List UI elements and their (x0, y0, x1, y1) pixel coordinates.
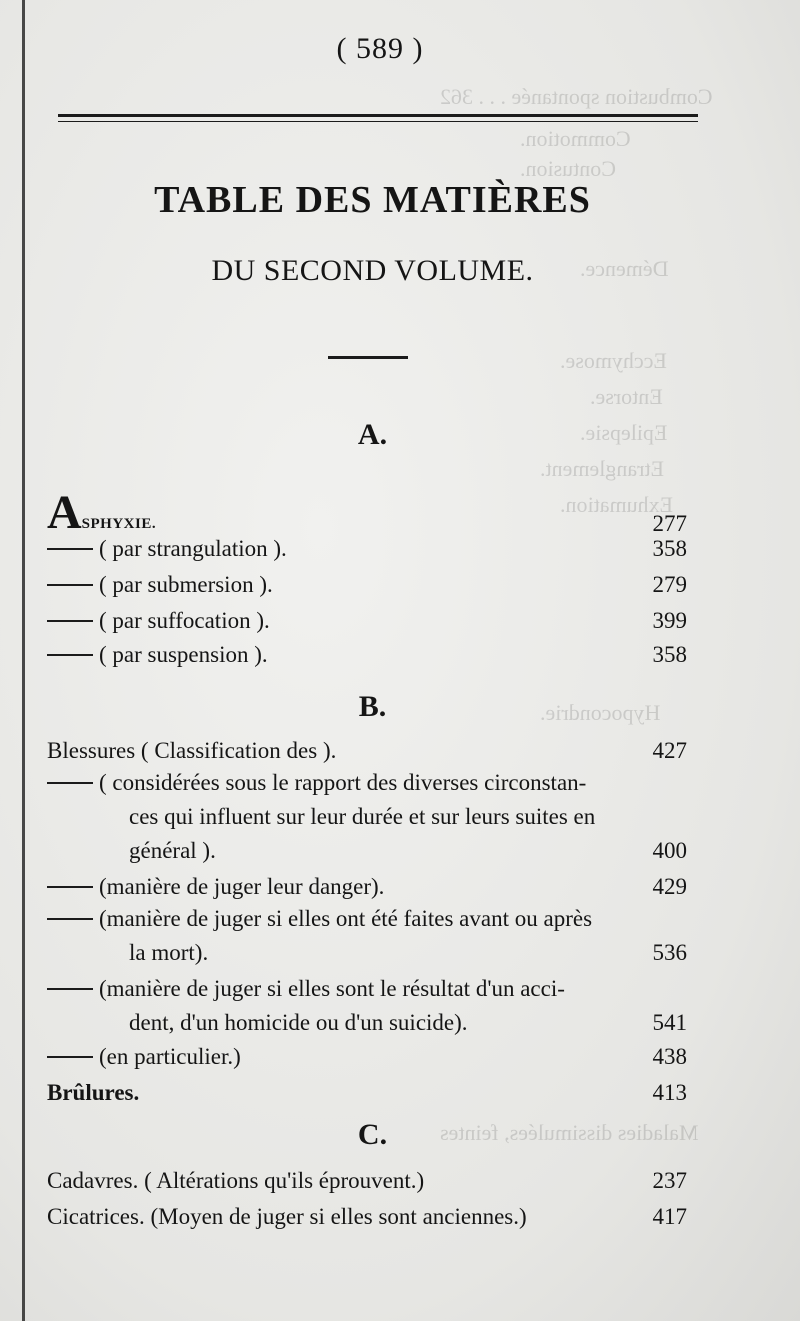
show-through-text: Ecchymose. (560, 348, 667, 373)
entry-text-line2: ces qui influent sur leur durée et sur leurs suites en (129, 804, 596, 829)
title-divider (328, 356, 408, 359)
section-letter-a: A. (357, 418, 388, 451)
show-through-text: Etranglement. (540, 456, 665, 481)
page-number: ( 589 ) (336, 32, 424, 65)
index-entry-brulures (47, 1076, 687, 1110)
show-through-text: Démence. (580, 256, 669, 281)
entry-text-line1: ( considérées sous le rapport des diverses circonstan- (99, 770, 587, 795)
entry-page: 429 (652, 874, 687, 899)
index-entry (47, 604, 687, 638)
entry-page: 358 (652, 642, 687, 667)
entry-page: 358 (652, 536, 687, 561)
entry-text-line3: général ). (129, 838, 216, 863)
show-through-text: Contusion. (520, 156, 616, 181)
entry-page: 541 (652, 1010, 687, 1035)
entry-text: Cicatrices. (Moyen de juger si elles sont anciennes.) (47, 1204, 527, 1229)
index-entry (47, 568, 687, 602)
ditto-dash (47, 988, 93, 990)
section-letter-c: C. (357, 1118, 388, 1151)
ditto-dash (47, 886, 93, 888)
entry-page: 417 (652, 1204, 687, 1229)
show-through-text: Exhumation. (560, 492, 674, 517)
index-entry (47, 638, 687, 672)
entry-page: 277 (652, 511, 687, 536)
index-entry-cadavres (47, 1164, 687, 1198)
index-entry (47, 972, 687, 1040)
show-through-text: Epilepsie. (580, 420, 668, 445)
entry-text-line2: la mort). (129, 940, 209, 965)
index-entry (47, 532, 687, 566)
index-entry-cicatrices (47, 1200, 687, 1234)
show-through-text: Entorse. (590, 384, 663, 409)
index-entry (47, 766, 687, 868)
ditto-dash (47, 620, 93, 622)
drop-cap: A (47, 486, 82, 539)
entry-page: 237 (652, 1168, 687, 1193)
entry-page: 536 (652, 940, 687, 965)
header-rule (58, 114, 698, 117)
ditto-dash (47, 654, 93, 656)
entry-page: 279 (652, 572, 687, 597)
ditto-dash (47, 584, 93, 586)
entry-text: Blessures ( Classification des ). (47, 738, 337, 763)
entry-page: 399 (652, 608, 687, 633)
entry-text: (manière de juger leur danger). (99, 874, 385, 899)
show-through-text: Maladies dissimulées, feintes (440, 1120, 699, 1145)
entry-text: ( par suffocation ). (99, 608, 270, 633)
entry-page: 427 (652, 738, 687, 763)
index-entry (47, 902, 687, 970)
show-through-text: Combustion spontanée . . . 362 (440, 84, 713, 109)
entry-text: ( par suspension ). (99, 642, 268, 667)
entry-text: ( par submersion ). (99, 572, 273, 597)
ditto-dash (47, 548, 93, 550)
index-entry-blessures (47, 734, 687, 768)
entry-text: Cadavres. ( Altérations qu'ils éprouvent.) (47, 1168, 425, 1193)
section-letter-b: B. (358, 690, 387, 723)
entry-text-line2: dent, d'un homicide ou d'un suicide). (129, 1010, 468, 1035)
show-through-text: Commotion. (520, 126, 631, 151)
entry-page: 400 (652, 838, 687, 863)
index-entry (47, 870, 687, 904)
ditto-dash (47, 782, 93, 784)
entry-text: ( par strangulation ). (99, 536, 287, 561)
entry-page: 438 (652, 1044, 687, 1069)
entry-title: SPHYXIE. (81, 516, 157, 532)
entry-text-line1: (manière de juger si elles ont été faites avant ou après (99, 906, 593, 931)
ditto-dash (47, 1056, 93, 1058)
entry-text: (en particulier.) (99, 1044, 241, 1069)
entry-text-line1: (manière de juger si elles sont le résultat d'un acci- (99, 976, 565, 1001)
entry-text: Brûlures. (47, 1080, 140, 1105)
page-title: TABLE DES MATIÈRES (154, 179, 591, 221)
entry-page: 413 (652, 1080, 687, 1105)
show-through-text: Hypocondrie. (540, 700, 661, 725)
header-rule-thin (58, 121, 698, 122)
ditto-dash (47, 918, 93, 920)
page-subtitle: DU SECOND VOLUME. (211, 254, 534, 287)
index-entry (47, 1040, 687, 1074)
